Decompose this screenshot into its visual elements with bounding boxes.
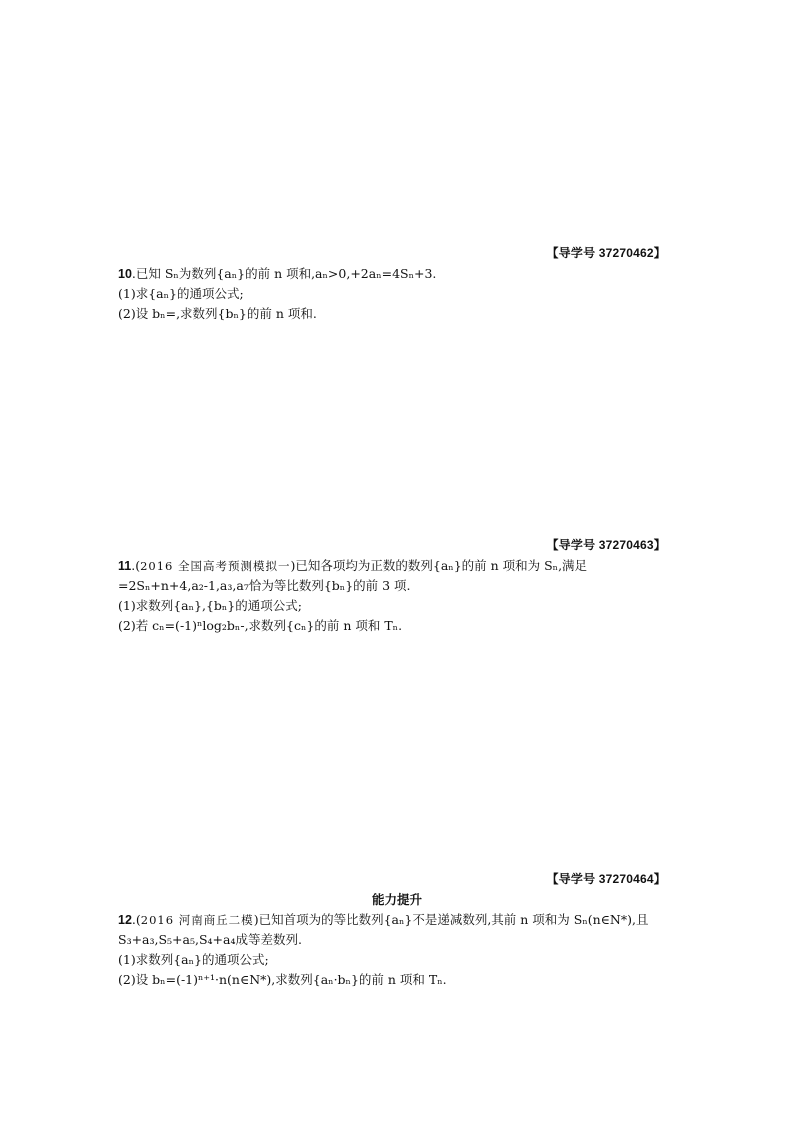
problem-stem	[118, 264, 678, 284]
problem-stem-line-1	[118, 556, 678, 576]
problem-number: 12	[118, 913, 132, 927]
problem-number: 10	[118, 267, 132, 281]
problem-11	[118, 556, 678, 636]
sub-question-2: (2)设 bₙ=,求数列{bₙ}的前 n 项和.	[118, 306, 317, 321]
sub-question-1: (1)求数列{aₙ},{bₙ}的通项公式;	[118, 598, 302, 613]
reference-number: 【导学号 37270463】	[546, 538, 666, 552]
problem-12	[118, 910, 678, 990]
problem-text: .已知 Sₙ为数列{aₙ}的前 n 项和,aₙ>0,+2aₙ=4Sₙ+3.	[131, 266, 437, 281]
problem-number: 11	[118, 559, 132, 573]
sub-question-2: (2)若 cₙ=(-1)ⁿlog₂bₙ-,求数列{cₙ}的前 n 项和 Tₙ.	[118, 618, 403, 633]
problem-stem-line-2: =2Sₙ+n+4,a₂-1,a₃,a₇恰为等比数列{bₙ}的前 3 项.	[118, 578, 411, 593]
sub-question-2: (2)设 bₙ=(-1)ⁿ⁺¹·n(n∈N*),求数列{aₙ·bₙ}的前 n 项和 Tₙ.	[118, 972, 447, 987]
problem-source: 2016 全国高考预测模拟一	[140, 559, 291, 573]
problem-text: )已知首项为的等比数列{aₙ}不是递减数列,其前 n 项和为 Sₙ(n∈N*),且	[253, 912, 649, 927]
source-open: .(	[131, 912, 141, 927]
source-open: .(	[131, 558, 141, 573]
reference-number: 【导学号 37270462】	[546, 246, 666, 260]
problem-stem-line-2: S₃+a₃,S₅+a₅,S₄+a₄成等差数列.	[118, 932, 302, 947]
problem-10	[118, 264, 678, 324]
section-title: 能力提升	[371, 893, 422, 907]
reference-number: 【导学号 37270464】	[546, 872, 666, 886]
sub-question-1: (1)求{aₙ}的通项公式;	[118, 286, 244, 301]
problem-stem-line-1	[118, 910, 678, 930]
sub-question-1: (1)求数列{aₙ}的通项公式;	[118, 952, 269, 967]
problem-source: 2016 河南商丘二模	[140, 913, 254, 927]
problem-text: )已知各项均为正数的数列{aₙ}的前 n 项和为 Sₙ,满足	[290, 558, 588, 573]
